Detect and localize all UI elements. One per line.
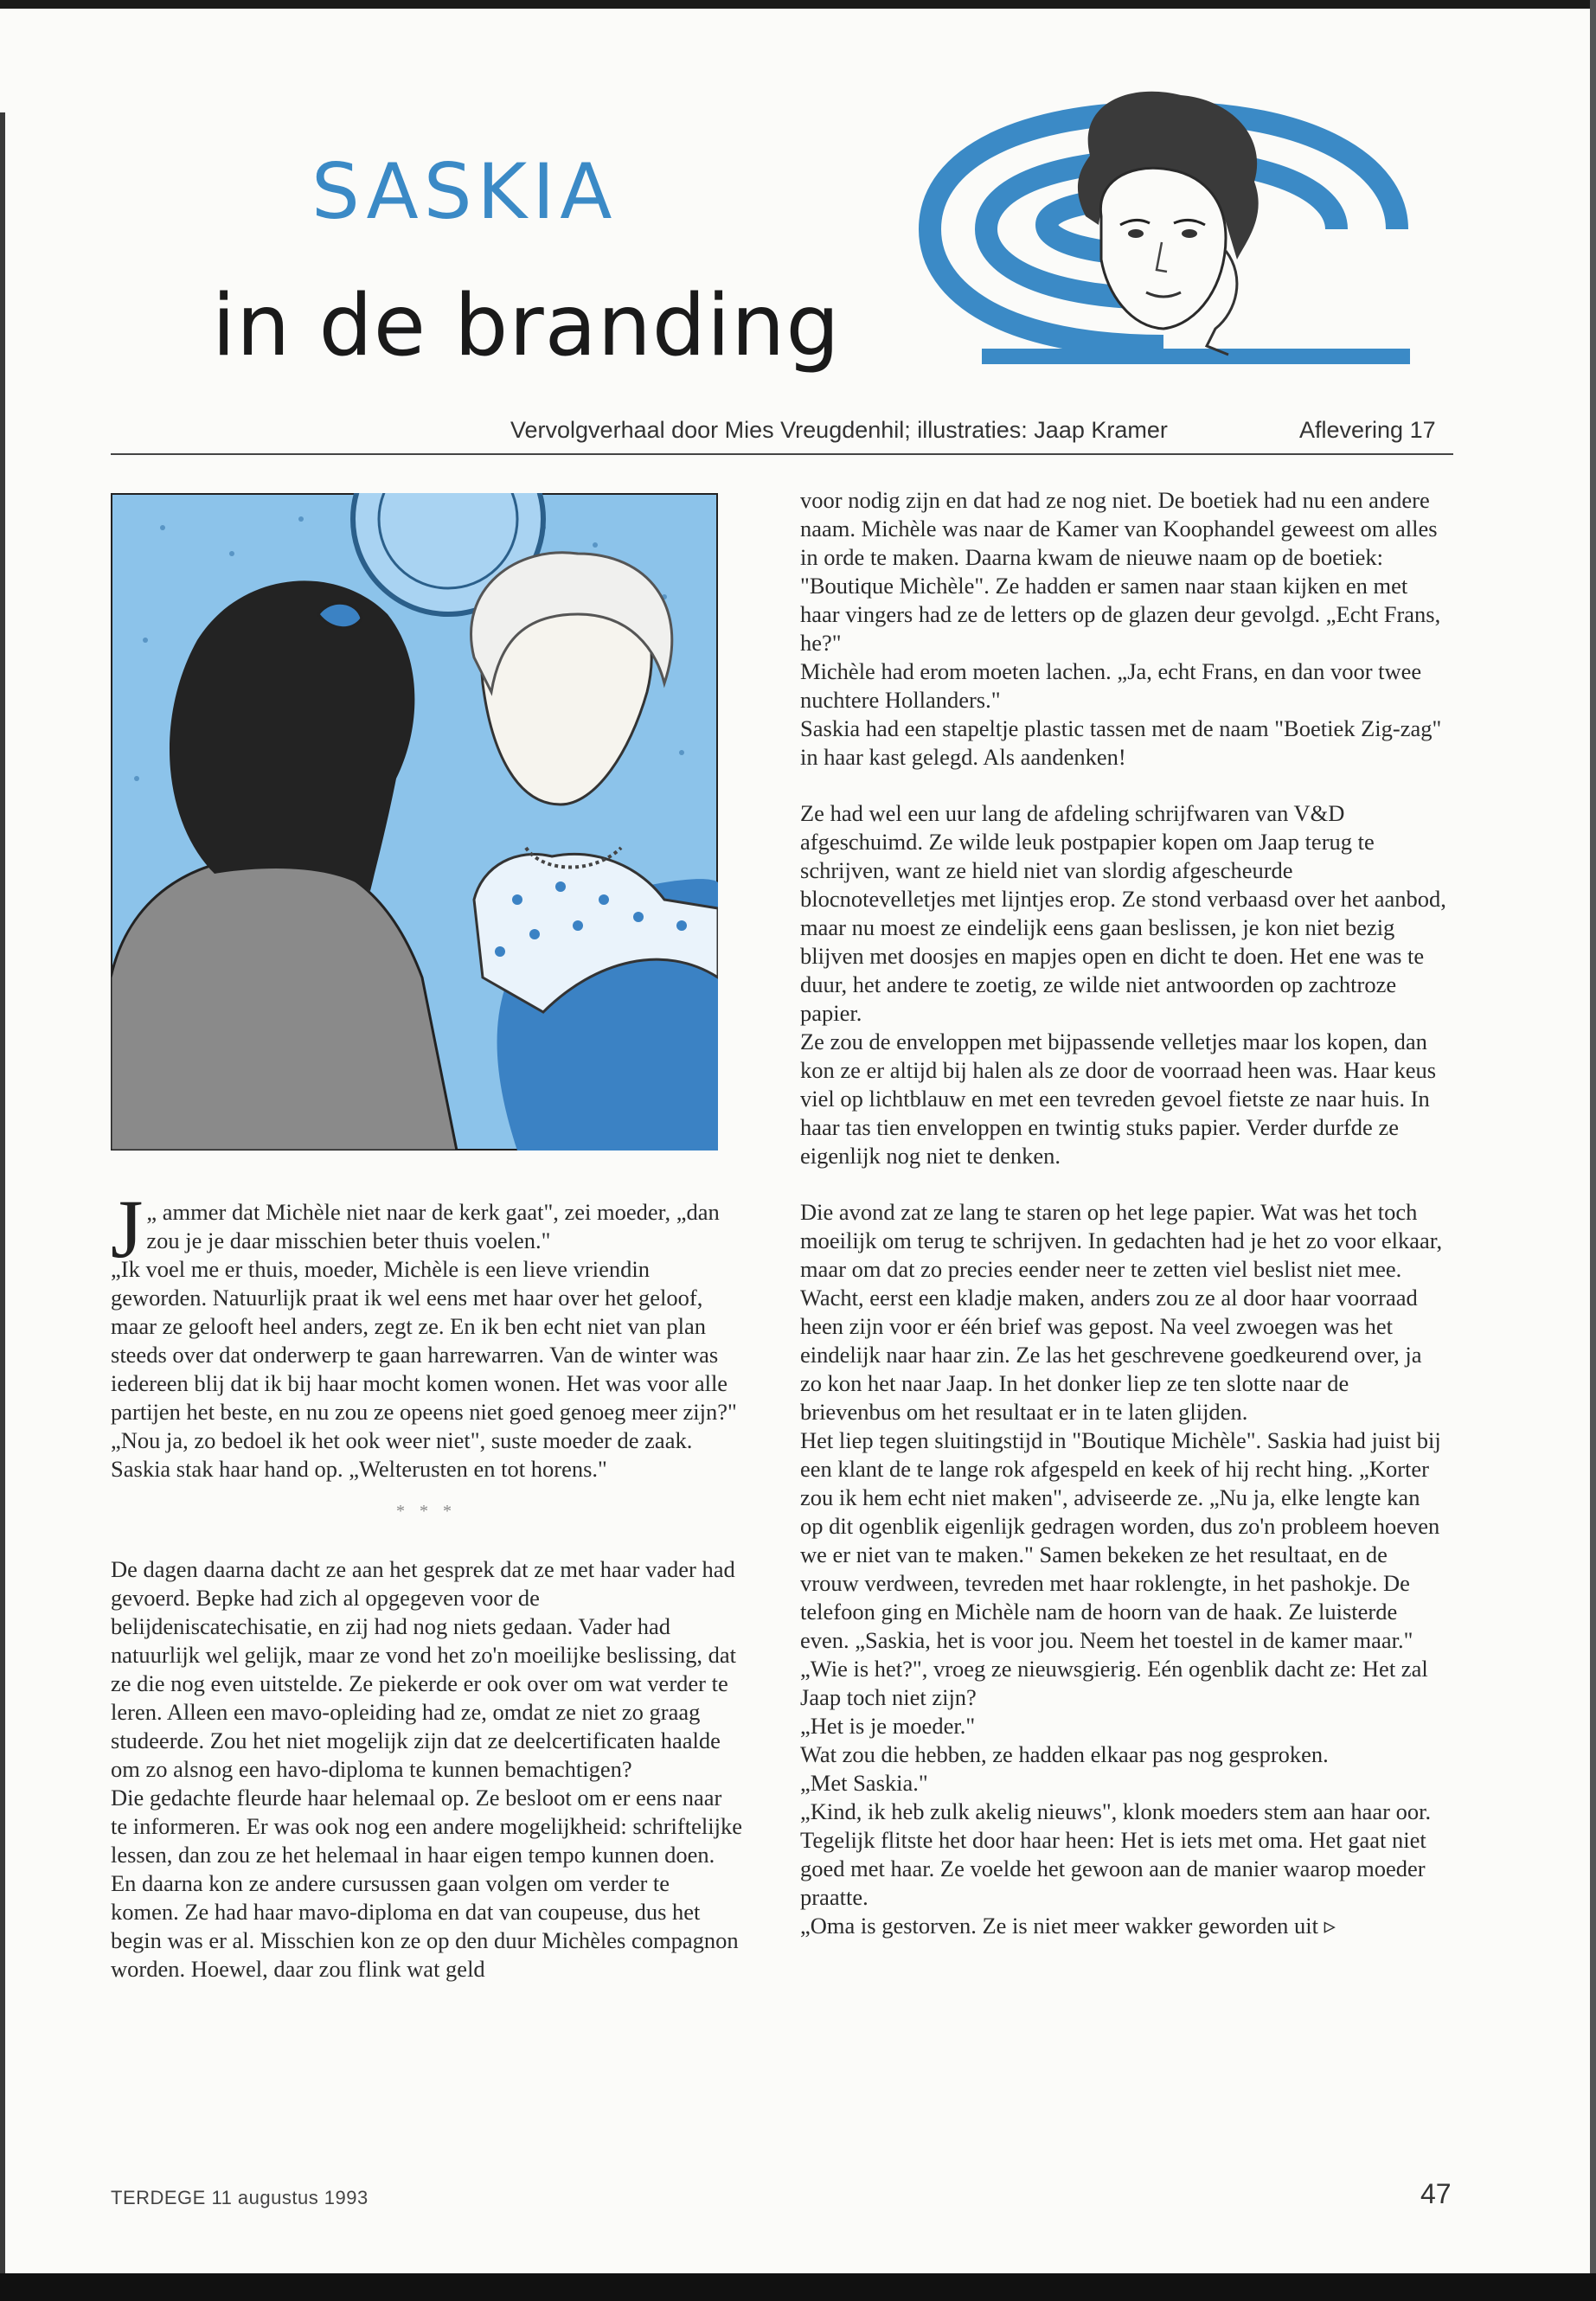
paragraph: „Kind, ik heb zulk akelig nieuws", klonk moeders stem aan haar oor. Tegelijk flitste het door haar heen: Het is iets met oma. Het gaat niet goed met haar. Ze voelde het gewoon aan de manier waarop moeder praatte. bbox=[800, 1798, 1432, 1910]
title-logo-girl-illustration bbox=[904, 87, 1423, 372]
paragraph: Het liep tegen sluitingstijd in "Boutique Michèle". Saskia had juist bij een klant de te lange rok afgespeld en keek of hij recht hing. „Korter zou ik hem echt niet maken", adviseerde ze. „Nu ja, elke lengte kan op dit ogenblik eigenlijk gedragen worden, dus zo'n probleem hoeven we er niet van te maken." Samen bekeken ze het resultaat, en de vrouw verdween, tevreden met haar roklengte, in het pashokje. De telefoon ging en Michèle nam de hoorn van de haak. Ze luisterde even. „Saskia, het is voor jou. Neem het toestel in de kamer maar." bbox=[800, 1427, 1441, 1653]
story-subtitle: in de branding bbox=[212, 277, 841, 375]
paragraph: Die gedachte fleurde haar helemaal op. Ze besloot om er eens naar te informeren. Er was ook nog een andere mogelijkheid: schriftelijke lessen, dan zou ze het helemaal in haar eigen tempo kunnen doen. En daarna kon ze andere cursussen gaan volgen om verder te komen. Ze had haar mavo-diploma en dat van coupeuse, dus het begin was er al. Misschien kon ze op den duur Michèles compagnon worden. Hoewel, daar zou flink wat geld bbox=[111, 1785, 742, 1982]
paragraph: „Nou ja, zo bedoel ik het ook weer niet", suste moeder de zaak. Saskia stak haar hand op. „Welterusten en tot horens." bbox=[111, 1427, 693, 1482]
section-separator: * * * bbox=[396, 1502, 457, 1521]
paragraph: Saskia had een stapeltje plastic tassen met de naam "Boetiek Zig-zag" in haar kast gelegd. Als aandenken! bbox=[800, 715, 1442, 770]
page-number: 47 bbox=[1420, 2178, 1452, 2209]
paragraph: „Oma is gestorven. Ze is niet meer wakker geworden uit ▹ bbox=[800, 1913, 1336, 1939]
scan-border-right bbox=[1590, 0, 1596, 2273]
paragraph: voor nodig zijn en dat had ze nog niet. De boetiek had nu een andere naam. Michèle was naar de Kamer van Koophandel geweest om alles in orde te maken. Daarna kwam de nieuwe naam op de boetiek: "Boutique Michèle". Ze hadden er samen naar staan kijken en met haar vingers had ze de letters op de glazen deur gevolgd. „Echt Frans, he?" bbox=[800, 487, 1441, 656]
paragraph: Wat zou die hebben, ze hadden elkaar pas nog gesproken. bbox=[800, 1741, 1329, 1767]
publication-footer: TERDEGE 11 augustus 1993 bbox=[111, 2187, 369, 2208]
article-column-right bbox=[800, 486, 1447, 1940]
paragraph: „Ik voel me er thuis, moeder, Michèle is een lieve vriendin geworden. Natuurlijk praat ik wel eens met haar over het geloof, maar ze gelooft heel anders, zegt ze. En ik ben echt niet van plan steeds over dat onderwerp te gaan harrewarren. Van de winter was iedereen blij dat ik bij haar mocht komen wonen. Het was voor alle partijen het beste, en nu zou ze opeens niet goed genoeg meer zijn?" bbox=[111, 1256, 737, 1425]
article-column-left bbox=[111, 1183, 742, 1984]
paragraph: Die avond zat ze lang te staren op het lege papier. Wat was het toch moeilijk om terug te schrijven. In gedachten had je het zo voor elkaar, maar om dat zo precies eender neer te zetten viel beslist niet mee. Wacht, eerst een kladje maken, anders zou ze al door haar voorraad heen zijn voor er één brief was gepost. Na veel zwoegen was het eindelijk naar haar zin. Ze las het geschrevene goedkeurend over, ja zo kon het naar Jaap. In het donker liep ze ten slotte naar de brievenbus om het resultaat er in te laten glijden. bbox=[800, 1199, 1443, 1425]
header-rule bbox=[111, 453, 1453, 455]
paragraph: Ze had wel een uur lang de afdeling schrijfwaren van V&D afgeschuimd. Ze wilde leuk postpapier kopen om Jaap terug te schrijven, want ze hield niet van slordig afgescheurde blocnotevelletjes met lijntjes erop. Ze stond verbaasd over het aanbod, maar nu moest ze eindelijk eens gaan beslissen, je kon niet bezig blijven met doosjes en mapjes open en dicht te doen. Het ene was te duur, het andere te zoetig, ze wilde niet antwoorden op zachtroze papier. bbox=[800, 800, 1446, 1026]
paragraph: „Met Saskia." bbox=[800, 1770, 928, 1796]
story-title: SASKIA bbox=[311, 147, 618, 236]
paragraph-gap bbox=[800, 1170, 1447, 1198]
scan-border-bottom bbox=[0, 2273, 1596, 2301]
paragraph: Michèle had erom moeten lachen. „Ja, echt Frans, en dan voor twee nuchtere Hollanders." bbox=[800, 658, 1422, 713]
drop-cap: J bbox=[111, 1183, 144, 1275]
paragraph bbox=[111, 1183, 742, 1275]
story-illustration bbox=[111, 493, 718, 1150]
scan-border-left bbox=[0, 112, 5, 2275]
paragraph: „Wie is het?", vroeg ze nieuwsgierig. Eén ogenblik dacht ze: Het zal Jaap toch niet zijn? bbox=[800, 1656, 1428, 1710]
paragraph-gap bbox=[800, 772, 1447, 799]
paragraph-text: „ ammer dat Michèle niet naar de kerk gaat", zei moeder, „dan zou je je daar misschien beter thuis voelen." bbox=[146, 1199, 720, 1253]
paragraph: Ze zou de enveloppen met bijpassende velletjes maar los kopen, dan kon ze er altijd bij halen als ze door de voorraad heen was. Haar keus viel op lichtblauw en met een tevreden gevoel fietste ze naar huis. In haar tas tien enveloppen en twintig stuks papier. Verder durfde ze eigenlijk nog niet te denken. bbox=[800, 1029, 1437, 1169]
episode-label: Aflevering 17 bbox=[1299, 417, 1436, 443]
paragraph: „Het is je moeder." bbox=[800, 1713, 976, 1739]
scan-border-top bbox=[0, 0, 1596, 9]
paragraph: De dagen daarna dacht ze aan het gesprek dat ze met haar vader had gevoerd. Bepke had zich al opgegeven voor de belijdeniscatechisatie, en zij had nog niets gedaan. Vader had natuurlijk wel gelijk, maar ze vond het zo'n moeilijke beslissing, dat ze die nog even uitstelde. Ze piekerde er ook over om wat verder te leren. Alleen een mavo-opleiding had ze, omdat ze niet zo graag studeerde. Zou het niet mogelijk zijn dat ze deelcertificaten haalde om zo alsnog een havo-diploma te kunnen bemachtigen? bbox=[111, 1556, 737, 1782]
byline: Vervolgverhaal door Mies Vreugdenhil; illustraties: Jaap Kramer bbox=[510, 417, 1168, 443]
